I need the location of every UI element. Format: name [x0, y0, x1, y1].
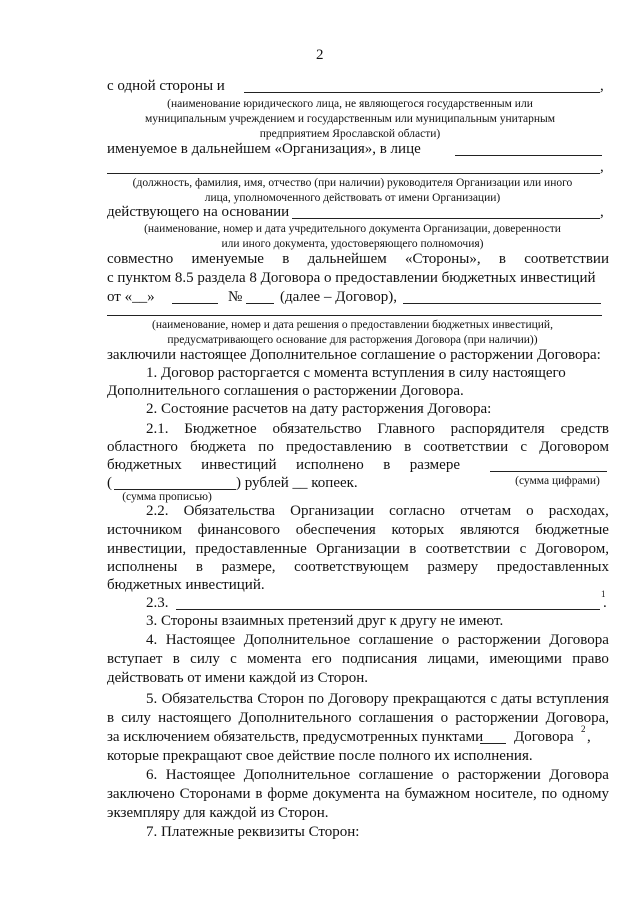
word: лицами, — [427, 651, 480, 667]
word: о — [441, 632, 450, 648]
word: бюджетных — [107, 457, 182, 473]
word: Дополнительное — [243, 632, 351, 648]
word: средств — [560, 421, 609, 437]
word: расторжении — [455, 710, 539, 726]
word: обязательство — [272, 421, 362, 437]
word: по — [258, 439, 274, 455]
word: отчетам — [460, 503, 512, 519]
named-as-line[interactable] — [455, 155, 602, 156]
word: источником — [107, 522, 182, 538]
word: соответствии — [423, 439, 509, 455]
word: Договора, — [545, 710, 609, 726]
word: силу — [190, 651, 220, 667]
word: документа — [312, 786, 381, 802]
item-5-line-2 — [107, 709, 609, 727]
word: соответствии — [425, 541, 511, 557]
word: с — [490, 691, 498, 707]
decision-note-1: (наименование, номер и дата решения о предоставлении бюджетных инвестиций, — [152, 319, 553, 331]
amount-words-note: (сумма прописью) — [122, 491, 212, 503]
word: исполнено — [296, 457, 364, 473]
word: силу — [121, 710, 151, 726]
person-comma: , — [600, 159, 604, 175]
org-name-note-1: (наименование юридического лица, не являющегося государственным или — [167, 98, 533, 110]
word: в — [282, 251, 290, 267]
word: соответствующем — [294, 559, 409, 575]
page-number: 2 — [316, 47, 324, 63]
word: размеру — [427, 559, 479, 575]
word: согласно — [389, 503, 446, 519]
word: форме — [267, 786, 309, 802]
word: Бюджетное — [184, 421, 257, 437]
word: заключено — [107, 786, 175, 802]
person-note-1: (должность, фамилия, имя, отчество (при наличии) руководителя Организации или иного — [132, 177, 573, 189]
word: по — [541, 786, 558, 802]
word: вступления — [536, 691, 609, 707]
word: 4. — [146, 632, 158, 648]
word: инвестиции, — [107, 541, 187, 557]
word: подписания — [342, 651, 418, 667]
decision-line-2[interactable] — [107, 315, 602, 316]
word: в — [172, 651, 180, 667]
word: совместно — [107, 251, 174, 267]
word: Договора — [549, 767, 609, 783]
word: которых — [391, 522, 445, 538]
word: расторжении — [457, 767, 541, 783]
doc-note-1: (наименование, номер и дата учредительного документа Организации, доверенности — [144, 223, 561, 235]
person-line[interactable] — [107, 173, 600, 174]
word: Обязательства — [161, 691, 254, 707]
word: соглашение — [358, 767, 434, 783]
word: Дополнительное — [243, 767, 351, 783]
item-4-line-2 — [107, 650, 609, 668]
word: именуемые — [191, 251, 264, 267]
word: вступает — [107, 651, 163, 667]
word: с — [519, 541, 527, 557]
item-4-line-1 — [146, 631, 609, 649]
word: имеющими — [489, 651, 562, 667]
word: о — [440, 710, 449, 726]
word: на — [384, 786, 400, 802]
item-2-2-line-1 — [146, 502, 609, 520]
named-as-label: именуемое в дальнейшем «Организация», в лице — [107, 141, 421, 157]
word: момента — [247, 651, 302, 667]
item-6-line-1 — [146, 766, 609, 784]
item-2-3-label: 2.3. — [146, 595, 169, 611]
acting-on-comma: , — [600, 204, 604, 220]
word: бюджета — [190, 439, 247, 455]
word: бумажном — [404, 786, 471, 802]
item-2-2-line-4 — [107, 558, 609, 576]
word: распорядителя — [450, 421, 545, 437]
word: Дополнительного — [238, 710, 352, 726]
word: Настоящее — [165, 767, 236, 783]
word: дальнейшем — [307, 251, 387, 267]
word: 6. — [146, 767, 158, 783]
person-note-2: лица, уполномоченного действовать от имени Организации) — [204, 192, 501, 204]
word: в — [195, 559, 203, 575]
item-4-line-3: действовать от имени каждой из Сторон. — [107, 670, 369, 686]
word: о — [526, 503, 534, 519]
jointly-line-2: с пунктом 8.5 раздела 8 Договора о предоставлении бюджетных инвестиций — [107, 270, 596, 286]
word: обеспечения — [295, 522, 376, 538]
item-2-1-line-2 — [107, 438, 609, 456]
word: с — [520, 439, 528, 455]
word: в — [404, 439, 412, 455]
word: областного — [107, 439, 178, 455]
item-2-1-line-1 — [146, 420, 609, 438]
item-3: 3. Стороны взаимных претензий друг к другу не имеют. — [146, 613, 504, 629]
item-5-comma: , — [587, 729, 591, 745]
item-5-line-4: которые прекращают свое действие после полного их исполнения. — [107, 748, 533, 764]
word: размере — [409, 457, 460, 473]
word: его — [311, 651, 332, 667]
amount-rubles: ) рублей __ копеек. — [236, 475, 358, 491]
word: соглашение — [358, 632, 434, 648]
word: соответствии — [524, 251, 609, 267]
one-side-label: с одной стороны и — [107, 78, 225, 94]
org-name-note-3: предприятием Ярославской области) — [259, 128, 441, 140]
word: бюджетные — [535, 522, 609, 538]
word: предоставленные — [195, 541, 307, 557]
word: предоставлению — [286, 439, 392, 455]
footnote-2-mark: 2 — [581, 724, 586, 734]
amount-digits-line[interactable] — [490, 471, 607, 472]
word: о — [441, 767, 450, 783]
jointly-line-1 — [107, 250, 609, 268]
word: расторжении — [457, 632, 541, 648]
from-date: от «__» — [107, 289, 155, 305]
item-6-line-2 — [107, 785, 609, 803]
footnote-1-mark: 1 — [601, 589, 606, 599]
concluded-line: заключили настоящее Дополнительное соглашение о расторжении Договора: — [107, 347, 601, 363]
word: настоящего — [158, 710, 232, 726]
word: Договора — [549, 632, 609, 648]
item-1-line-1: 1. Договор расторгается с момента вступления в силу настоящего — [146, 365, 566, 381]
item-6-line-3: экземпляру для каждой из Сторон. — [107, 805, 329, 821]
word: Организации — [290, 503, 375, 519]
item-1-line-2: Дополнительного соглашения о расторжении Договора. — [107, 383, 464, 399]
word: прекращаются — [392, 691, 487, 707]
item-2-1-line-3 — [107, 456, 460, 474]
word: исполнены — [107, 559, 178, 575]
word: Настоящее — [165, 632, 236, 648]
word: размере, — [221, 559, 276, 575]
word: соглашения — [358, 710, 434, 726]
word: право — [572, 651, 609, 667]
word: по — [308, 691, 324, 707]
word: Обязательства — [183, 503, 276, 519]
word: в — [409, 541, 417, 557]
word: в — [383, 457, 391, 473]
word: Организации — [316, 541, 400, 557]
word: «Стороны», — [405, 251, 481, 267]
word: с — [230, 651, 237, 667]
acting-on-line[interactable] — [292, 218, 600, 219]
word: в — [107, 710, 115, 726]
word: носителе, — [475, 786, 537, 802]
word: в — [255, 786, 263, 802]
word: одному — [562, 786, 609, 802]
item-2-3-line[interactable] — [176, 609, 600, 610]
word: 2.1. — [146, 421, 169, 437]
word: даты — [501, 691, 532, 707]
word: Договором, — [535, 541, 609, 557]
amount-open-paren: ( — [107, 475, 112, 491]
item-2-3-dot: . — [603, 595, 607, 611]
word: инвестиций — [201, 457, 277, 473]
acting-on-label: действующего на основании — [107, 204, 290, 220]
amount-digits-note: (сумма цифрами) — [515, 475, 600, 487]
doc-note-2: или иного документа, удостоверяющего полномочия) — [221, 238, 484, 250]
item-2: 2. Состояние расчетов на дату расторжения Договора: — [146, 401, 492, 417]
word: 5. — [146, 691, 158, 707]
number-line[interactable] — [246, 303, 274, 304]
org-name-note-2: муниципальным учреждением и государственным или муниципальным унитарным — [144, 113, 556, 125]
word: Сторонами — [179, 786, 251, 802]
date-line[interactable] — [172, 303, 218, 304]
item-5-contract: Договора — [514, 729, 574, 745]
word: финансового — [197, 522, 281, 538]
word: расходах, — [548, 503, 609, 519]
from-hereinafter: (далее – Договор), — [280, 289, 397, 305]
number-sign: № — [228, 289, 243, 305]
word: Договором — [539, 439, 609, 455]
item-5-line-3: за исключением обязательств, предусмотренных пунктами — [107, 729, 484, 745]
item-5-points-line[interactable] — [480, 743, 506, 744]
word: Сторон — [257, 691, 305, 707]
item-2-2-line-5: бюджетных инвестиций. — [107, 577, 265, 593]
item-2-2-line-3 — [107, 540, 609, 558]
word: в — [498, 251, 506, 267]
decision-note-2: предусматривающего основание для расторжения Договора (при наличии)) — [167, 334, 538, 346]
item-5-line-1 — [146, 690, 609, 708]
org-name-line[interactable] — [244, 92, 600, 93]
word: Главного — [377, 421, 435, 437]
word: предоставленных — [496, 559, 609, 575]
item-7: 7. Платежные реквизиты Сторон: — [146, 824, 360, 840]
word: Договору — [328, 691, 389, 707]
word: 2.2. — [146, 503, 169, 519]
decision-line-1[interactable] — [403, 303, 601, 304]
one-side-comma: , — [600, 78, 604, 94]
item-2-2-line-2 — [107, 521, 609, 539]
word: являются — [459, 522, 520, 538]
